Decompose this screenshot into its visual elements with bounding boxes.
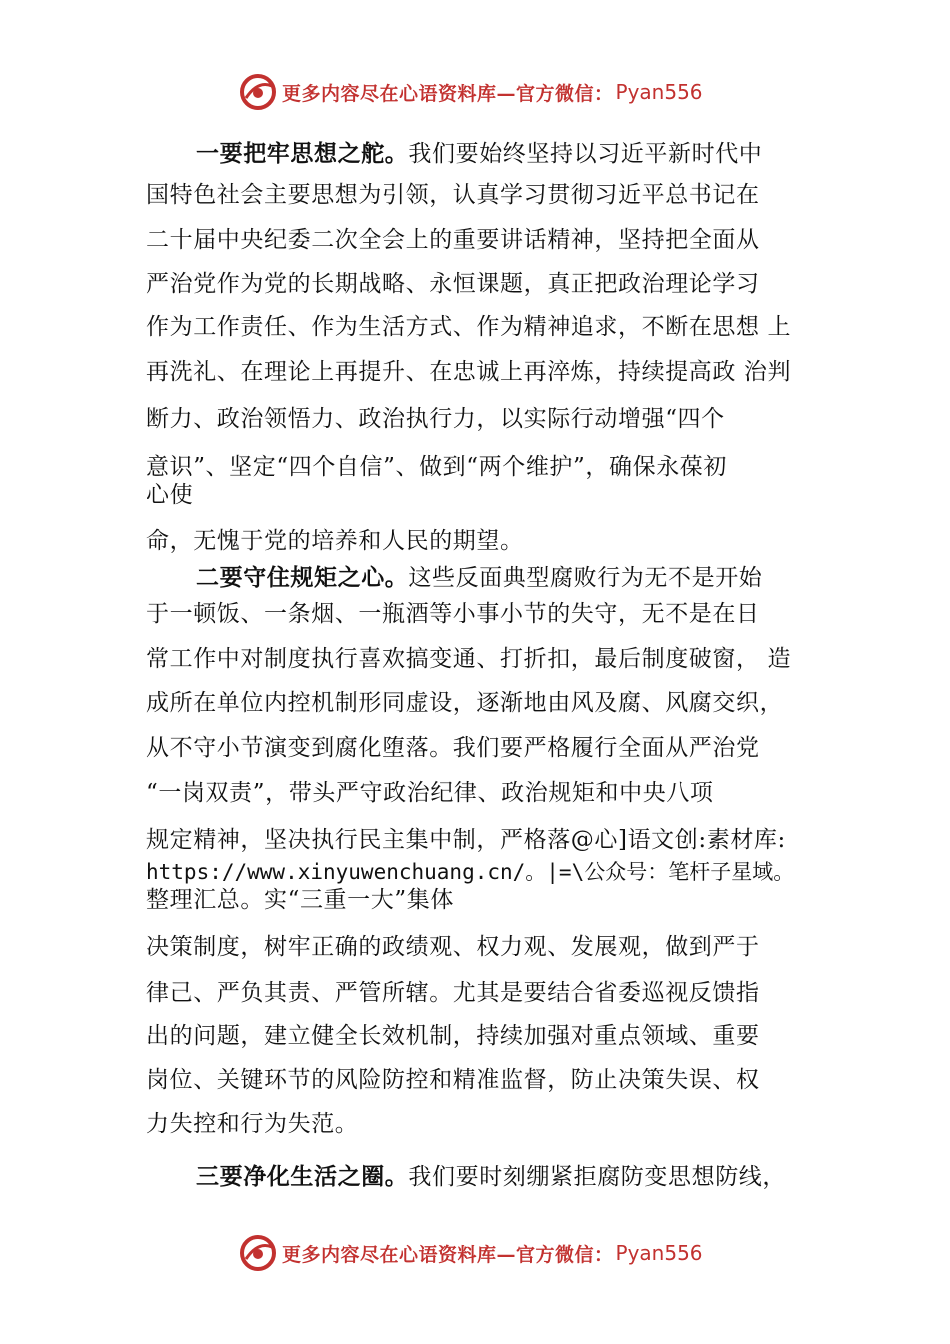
paragraph-line: 律己、严负其责、严管所辖。尤其是要结合省委巡视反馈指 [146,980,760,1006]
paragraph-line: 规定精神，坚决执行民主集中制，严格落@心]语文创:素材库: [146,827,786,853]
paragraph-line: 决策制度，树牢正确的政绩观、权力观、发展观，做到严于 [146,934,760,960]
paragraph-line: 二要守住规矩之心。这些反面典型腐败行为无不是开始 [196,565,763,591]
paragraph-line: 三要净化生活之圈。我们要时刻绷紧拒腐防变思想防线， [196,1164,787,1190]
paragraph-line: 从不守小节演变到腐化堕落。我们要严格履行全面从严治党 [146,735,760,761]
footer-banner [238,1231,703,1275]
paragraph-line: “一岗双责”，带头严守政治纪律、政治规矩和中央八项 [146,780,714,806]
paragraph-line: 于一顿饭、一条烟、一瓶酒等小事小节的失守，无不是在日 [146,601,760,627]
red-circle-logo-icon [238,72,278,112]
paragraph-line: 岗位、关键环节的风险防控和精准监督，防止决策失误、权 [146,1067,760,1093]
section-heading: 二要守住规矩之心。 [196,565,409,591]
paragraph-line: 成所在单位内控机制形同虚设，逐渐地由风及腐、风腐交织， [146,690,784,716]
paragraph-line: 一要把牢思想之舵。我们要始终坚持以习近平新时代中 [196,141,763,167]
banner-wechat-id: Pyan556 [615,1241,703,1265]
paragraph-line: 二十届中央纪委二次全会上的重要讲话精神，坚持把全面从 [146,227,760,253]
paragraph-line: 整理汇总。实“三重一大”集体 [146,887,454,913]
paragraph-line: 国特色社会主要思想为引领，认真学习贯彻习近平总书记在 [146,182,760,208]
banner-wechat-id: Pyan556 [615,80,703,104]
banner-text: 更多内容尽在心语资料库—官方微信： [282,1243,614,1266]
paragraph-line: 出的问题，建立健全长效机制，持续加强对重点领域、重要 [146,1023,760,1049]
section-heading: 一要把牢思想之舵。 [196,141,409,167]
red-circle-logo-icon [238,1233,278,1273]
paragraph-line: https://www.xinyuwenchuang.cn/。|=\公众号：笔杆子星域。 [146,860,795,884]
banner-text: 更多内容尽在心语资料库—官方微信： [282,82,614,105]
paragraph-line: 意识”、坚定“四个自信”、做到“两个维护”，确保永葆初 [146,454,727,480]
paragraph-line: 严治党作为党的长期战略、永恒课题，真正把政治理论学习 [146,271,760,297]
paragraph-line: 命，无愧于党的培养和人民的期望。 [146,528,524,554]
paragraph-line: 常工作中对制度执行喜欢搞变通、打折扣，最后制度破窗， 造 [146,646,792,672]
section-heading: 三要净化生活之圈。 [196,1164,409,1190]
paragraph-line: 作为工作责任、作为生活方式、作为精神追求，不断在思想 上 [146,314,792,340]
paragraph-line: 力失控和行为失范。 [146,1111,359,1137]
paragraph-line: 再洗礼、在理论上再提升、在忠诚上再淬炼，持续提高政 治判 [146,359,792,385]
paragraph-line: 断力、政治领悟力、政治执行力，以实际行动增强“四个 [146,406,725,432]
header-banner [238,70,703,114]
paragraph-line: 心使 [146,482,194,508]
